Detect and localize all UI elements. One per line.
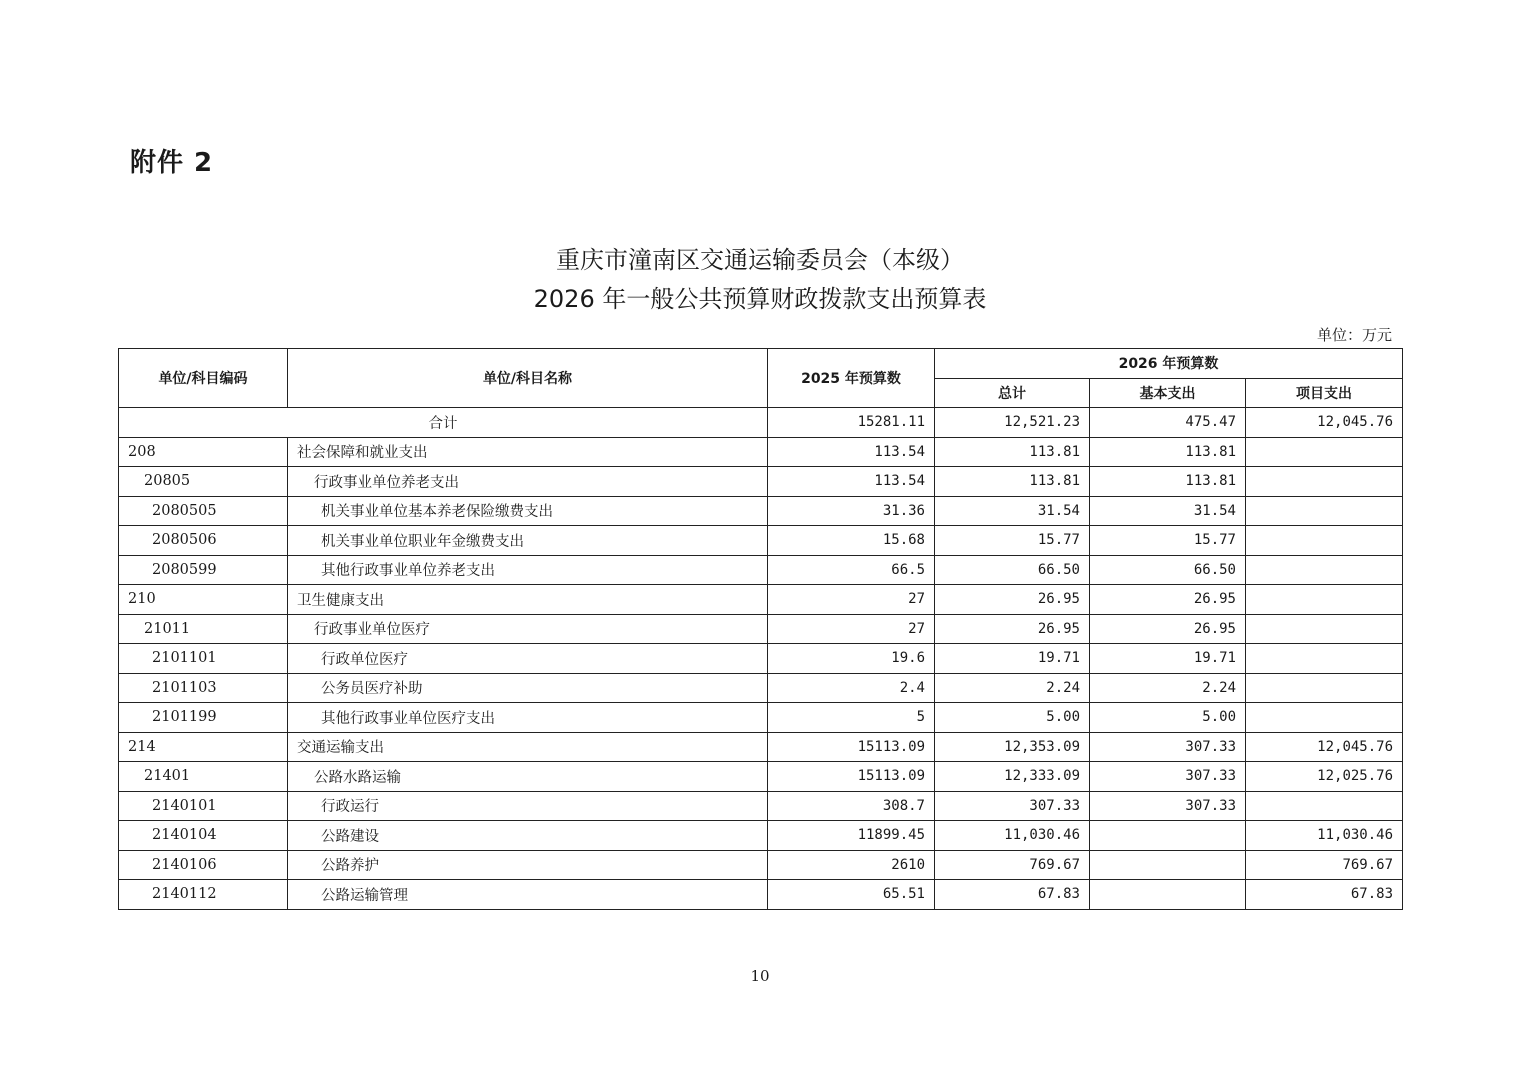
- header-project: 项目支出: [1246, 378, 1403, 408]
- cell-basic: 307.33: [1090, 732, 1246, 762]
- cell-total: 113.81: [935, 437, 1090, 467]
- cell-project: [1246, 614, 1403, 644]
- cell-basic: 307.33: [1090, 762, 1246, 792]
- cell-basic: 2.24: [1090, 673, 1246, 703]
- cell-total: 19.71: [935, 644, 1090, 674]
- budget-table-body: [119, 408, 1403, 910]
- header-total: 总计: [935, 378, 1090, 408]
- cell-project: [1246, 791, 1403, 821]
- cell-basic: 5.00: [1090, 703, 1246, 733]
- cell-budget-2025: 5: [768, 703, 935, 733]
- cell-basic: 26.95: [1090, 614, 1246, 644]
- cell-budget-2025: 15.68: [768, 526, 935, 556]
- cell-total: 12,333.09: [935, 762, 1090, 792]
- cell-project: [1246, 467, 1403, 497]
- cell-budget-2025: 113.54: [768, 437, 935, 467]
- cell-name: 公路运输管理: [288, 880, 768, 910]
- header-row-1: [119, 349, 1403, 379]
- cell-basic: 66.50: [1090, 555, 1246, 585]
- header-name: 单位/科目名称: [288, 349, 768, 408]
- table-row: [119, 555, 1403, 585]
- cell-budget-2025: 308.7: [768, 791, 935, 821]
- cell-basic: 113.81: [1090, 437, 1246, 467]
- cell-project: [1246, 703, 1403, 733]
- unit-label: 单位：万元: [1316, 326, 1392, 344]
- total-total: 12,521.23: [935, 408, 1090, 438]
- cell-code: 2140101: [119, 791, 288, 821]
- cell-budget-2025: 65.51: [768, 880, 935, 910]
- cell-project: 12,025.76: [1246, 762, 1403, 792]
- table-row: [119, 880, 1403, 910]
- cell-name: 行政事业单位医疗: [288, 614, 768, 644]
- table-row: [119, 644, 1403, 674]
- cell-budget-2025: 27: [768, 614, 935, 644]
- cell-budget-2025: 15113.09: [768, 762, 935, 792]
- cell-total: 66.50: [935, 555, 1090, 585]
- cell-code: 2140104: [119, 821, 288, 851]
- cell-total: 769.67: [935, 850, 1090, 880]
- cell-basic: 307.33: [1090, 791, 1246, 821]
- cell-total: 12,353.09: [935, 732, 1090, 762]
- cell-name: 机关事业单位基本养老保险缴费支出: [288, 496, 768, 526]
- table-row: [119, 850, 1403, 880]
- table-row: [119, 585, 1403, 615]
- cell-code: 214: [119, 732, 288, 762]
- cell-code: 21011: [119, 614, 288, 644]
- cell-total: 307.33: [935, 791, 1090, 821]
- total-row: [119, 408, 1403, 438]
- cell-code: 2140112: [119, 880, 288, 910]
- cell-code: 2101199: [119, 703, 288, 733]
- cell-project: [1246, 526, 1403, 556]
- cell-code: 2101101: [119, 644, 288, 674]
- total-budget-2025: 15281.11: [768, 408, 935, 438]
- table-row: [119, 703, 1403, 733]
- cell-code: 2140106: [119, 850, 288, 880]
- cell-budget-2025: 15113.09: [768, 732, 935, 762]
- page-number: 10: [750, 967, 770, 985]
- cell-budget-2025: 31.36: [768, 496, 935, 526]
- cell-project: 11,030.46: [1246, 821, 1403, 851]
- cell-project: 67.83: [1246, 880, 1403, 910]
- table-row: [119, 732, 1403, 762]
- cell-total: 11,030.46: [935, 821, 1090, 851]
- table-row: [119, 467, 1403, 497]
- cell-name: 公路养护: [288, 850, 768, 880]
- cell-budget-2025: 27: [768, 585, 935, 615]
- total-project: 12,045.76: [1246, 408, 1403, 438]
- cell-budget-2025: 11899.45: [768, 821, 935, 851]
- cell-name: 公路水路运输: [288, 762, 768, 792]
- cell-project: 12,045.76: [1246, 732, 1403, 762]
- cell-total: 31.54: [935, 496, 1090, 526]
- total-basic: 475.47: [1090, 408, 1246, 438]
- cell-code: 208: [119, 437, 288, 467]
- cell-name: 机关事业单位职业年金缴费支出: [288, 526, 768, 556]
- cell-total: 26.95: [935, 585, 1090, 615]
- total-label: 合计: [119, 408, 768, 438]
- cell-name: 公务员医疗补助: [288, 673, 768, 703]
- cell-basic: 15.77: [1090, 526, 1246, 556]
- cell-project: [1246, 437, 1403, 467]
- budget-table: [118, 348, 1403, 910]
- cell-code: 2080505: [119, 496, 288, 526]
- cell-total: 5.00: [935, 703, 1090, 733]
- cell-basic: 19.71: [1090, 644, 1246, 674]
- cell-name: 行政事业单位养老支出: [288, 467, 768, 497]
- table-row: [119, 673, 1403, 703]
- cell-project: 769.67: [1246, 850, 1403, 880]
- cell-name: 其他行政事业单位医疗支出: [288, 703, 768, 733]
- cell-budget-2025: 113.54: [768, 467, 935, 497]
- budget-table-header: [119, 349, 1403, 408]
- cell-name: 行政运行: [288, 791, 768, 821]
- document-title-line1: 重庆市潼南区交通运输委员会（本级）: [556, 246, 964, 274]
- cell-code: 2101103: [119, 673, 288, 703]
- cell-total: 67.83: [935, 880, 1090, 910]
- header-budget-2026: 2026 年预算数: [935, 349, 1403, 379]
- cell-budget-2025: 19.6: [768, 644, 935, 674]
- table-row: [119, 821, 1403, 851]
- cell-basic: 26.95: [1090, 585, 1246, 615]
- table-row: [119, 526, 1403, 556]
- header-code: 单位/科目编码: [119, 349, 288, 408]
- header-budget-2025: 2025 年预算数: [768, 349, 935, 408]
- cell-project: [1246, 555, 1403, 585]
- table-row: [119, 496, 1403, 526]
- cell-code: 21401: [119, 762, 288, 792]
- cell-code: 20805: [119, 467, 288, 497]
- document-title-line2: 2026 年一般公共预算财政拨款支出预算表: [533, 285, 987, 313]
- cell-project: [1246, 644, 1403, 674]
- cell-code: 2080506: [119, 526, 288, 556]
- cell-code: 210: [119, 585, 288, 615]
- cell-name: 公路建设: [288, 821, 768, 851]
- cell-name: 卫生健康支出: [288, 585, 768, 615]
- table-row: [119, 791, 1403, 821]
- cell-basic: 113.81: [1090, 467, 1246, 497]
- cell-basic: 31.54: [1090, 496, 1246, 526]
- cell-project: [1246, 673, 1403, 703]
- cell-code: 2080599: [119, 555, 288, 585]
- cell-basic: [1090, 821, 1246, 851]
- cell-total: 113.81: [935, 467, 1090, 497]
- header-basic: 基本支出: [1090, 378, 1246, 408]
- cell-name: 社会保障和就业支出: [288, 437, 768, 467]
- cell-name: 其他行政事业单位养老支出: [288, 555, 768, 585]
- cell-project: [1246, 496, 1403, 526]
- cell-basic: [1090, 850, 1246, 880]
- cell-project: [1246, 585, 1403, 615]
- attachment-label: 附件 2: [130, 148, 214, 178]
- table-row: [119, 614, 1403, 644]
- cell-total: 26.95: [935, 614, 1090, 644]
- cell-name: 行政单位医疗: [288, 644, 768, 674]
- cell-total: 2.24: [935, 673, 1090, 703]
- table-row: [119, 762, 1403, 792]
- cell-budget-2025: 2610: [768, 850, 935, 880]
- cell-budget-2025: 2.4: [768, 673, 935, 703]
- cell-budget-2025: 66.5: [768, 555, 935, 585]
- table-row: [119, 437, 1403, 467]
- cell-basic: [1090, 880, 1246, 910]
- cell-name: 交通运输支出: [288, 732, 768, 762]
- cell-total: 15.77: [935, 526, 1090, 556]
